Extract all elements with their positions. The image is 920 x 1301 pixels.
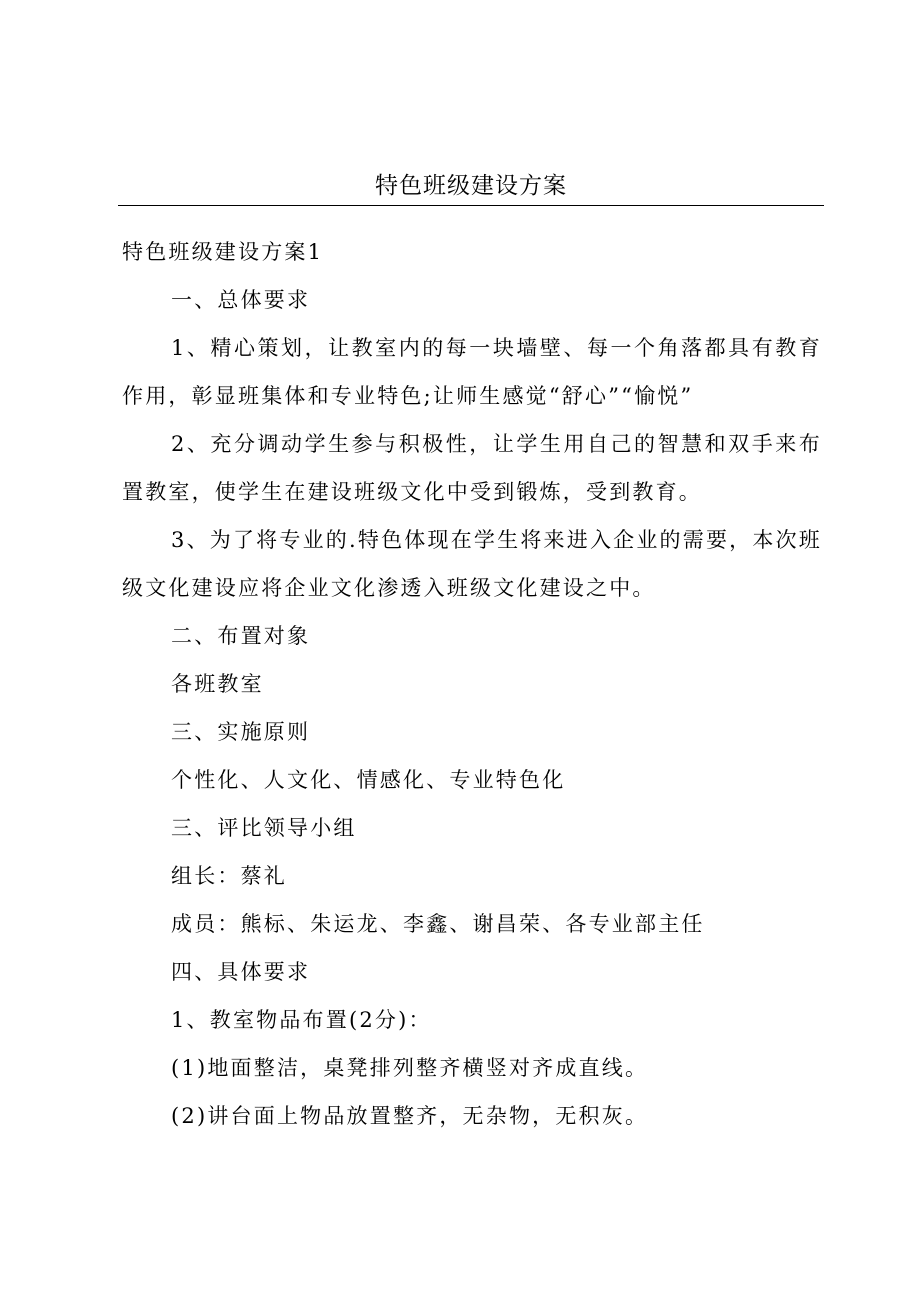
section-heading: 三、评比领导小组	[171, 816, 357, 840]
paragraph: 个性化、人文化、情感化、专业特色化	[171, 768, 566, 792]
paragraph: 3、为了将专业的.特色体现在学生将来进入企业的需要，本次班级文化建设应将企业文化渗透入班级文化建设之中。	[122, 528, 822, 600]
section-heading: 一、总体要求	[171, 288, 311, 312]
paragraph: (2)讲台面上物品放置整齐，无杂物，无积灰。	[171, 1104, 649, 1128]
paragraph: 特色班级建设方案1	[122, 240, 324, 264]
paragraph: 1、教室物品布置(2分)：	[171, 1008, 432, 1032]
section-heading: 二、布置对象	[171, 624, 311, 648]
section-heading: 三、实施原则	[171, 720, 311, 744]
title-underline	[118, 205, 824, 206]
paragraph: 组长：蔡礼	[171, 864, 287, 888]
paragraph: 2、充分调动学生参与积极性，让学生用自己的智慧和双手来布置教室，使学生在建设班级文化中受到锻炼，受到教育。	[122, 432, 822, 504]
document-title: 特色班级建设方案	[375, 173, 567, 199]
paragraph: 1、精心策划，让教室内的每一块墙壁、每一个角落都具有教育作用，彰显班集体和专业特色;让师生感觉“舒心”“愉悦”	[122, 336, 822, 408]
paragraph: (1)地面整洁，桌凳排列整齐横竖对齐成直线。	[171, 1056, 649, 1080]
paragraph: 各班教室	[171, 672, 264, 696]
document-body	[122, 228, 822, 1140]
section-heading: 四、具体要求	[171, 960, 311, 984]
paragraph: 成员：熊标、朱运龙、李鑫、谢昌荣、各专业部主任	[171, 912, 705, 936]
